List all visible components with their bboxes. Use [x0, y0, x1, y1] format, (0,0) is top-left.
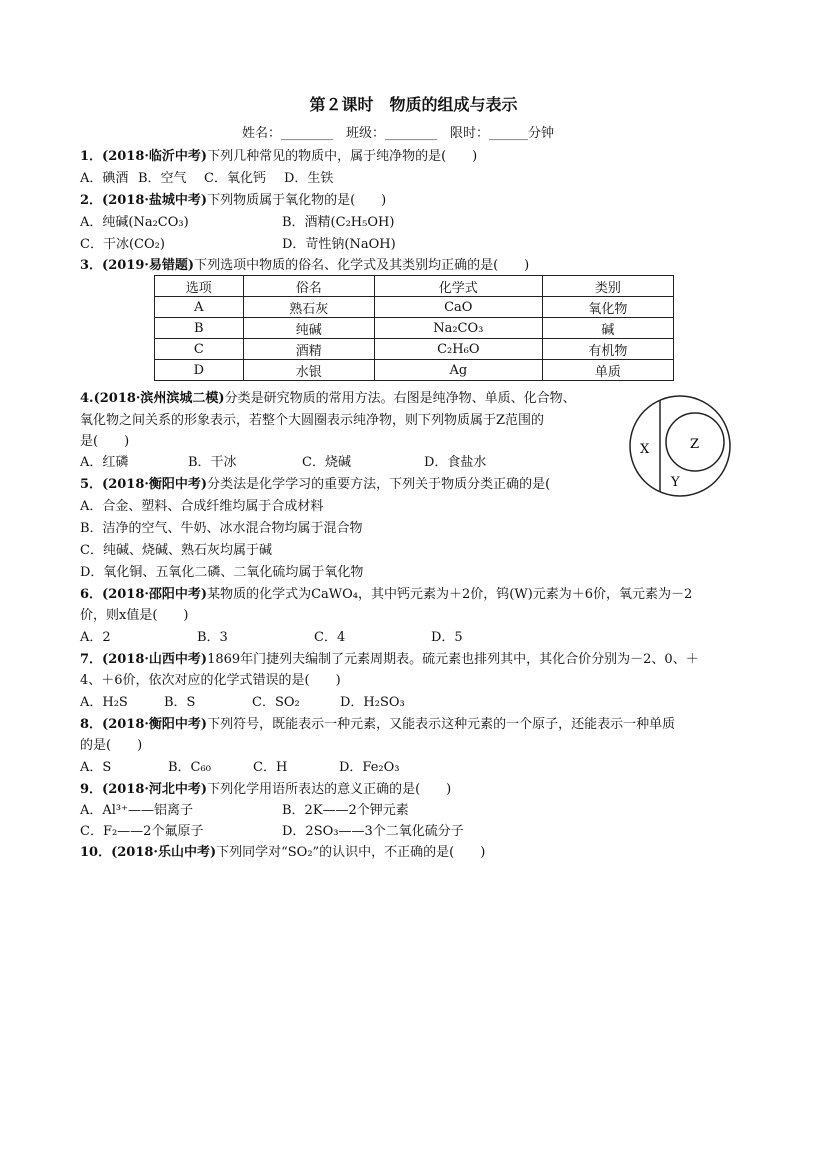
student-info: 姓名：________ 班级：________ 限时：______分钟 — [242, 126, 555, 141]
question-5 — [80, 477, 550, 493]
question-2 — [80, 193, 386, 209]
question-source: (2018·衡阳中考) — [102, 477, 208, 492]
question-9-options-ab — [80, 803, 409, 819]
option-d: D．H₂SO₃ — [340, 695, 405, 710]
option-d: D．2SO₃——3个二氧化硫分子 — [282, 824, 464, 839]
question-8-line-2: 的是( ) — [80, 738, 143, 753]
question-number: 3． — [80, 258, 103, 273]
table-cell: CaO — [374, 297, 542, 318]
table-cell: 熟石灰 — [243, 297, 374, 318]
option-b: B．空气 — [138, 171, 187, 186]
question-6-options — [80, 630, 463, 646]
option-b: B．洁净的空气、牛奶、冰水混合物均属于混合物 — [80, 521, 363, 536]
question-number: 6． — [80, 587, 103, 602]
table-row — [155, 360, 674, 381]
question-8-options — [80, 760, 400, 776]
option-d: D．5 — [431, 630, 463, 645]
option-b: B．酒精(C₂H₅OH) — [282, 215, 395, 230]
question-stem: 下列几种常见的物质中，属于纯净物的是( ) — [207, 149, 478, 164]
table-cell: 碱 — [542, 318, 673, 339]
table-header: 类别 — [542, 276, 673, 297]
question-source: (2018·河北中考) — [102, 782, 208, 797]
table-cell: C₂H₆O — [374, 339, 542, 360]
option-d: D．苛性钠(NaOH) — [282, 237, 396, 252]
question-source: (2019·易错题) — [102, 258, 195, 273]
option-b: B．2K——2个钾元素 — [282, 803, 409, 818]
question-source: (2018·滨州滨城二模) — [93, 391, 225, 406]
question-source: (2018·盐城中考) — [102, 193, 208, 208]
option-b: B．S — [164, 695, 196, 710]
option-c: C．H — [253, 760, 288, 775]
option-a: A．红磷 — [80, 455, 129, 470]
question-4 — [80, 391, 576, 407]
question-source: (2018·乐山中考) — [111, 845, 217, 860]
option-d: D．氧化铜、五氧化二磷、二氧化硫均属于氧化物 — [80, 565, 364, 580]
table-cell: 氧化物 — [542, 297, 673, 318]
table-header: 俗名 — [243, 276, 374, 297]
question-6-line-2: 价，则x值是( ) — [80, 608, 189, 623]
table-cell: A — [155, 297, 244, 318]
table-cell: 水银 — [243, 360, 374, 381]
table-cell: C — [155, 339, 244, 360]
question-3 — [80, 258, 529, 274]
question-number: 8． — [80, 717, 103, 732]
option-d: D．生铁 — [284, 171, 334, 186]
question-stem: 某物质的化学式为CaWO₄，其中钙元素为＋2价，钨(W)元素为＋6价，氧元素为－2 — [207, 587, 693, 602]
label-x: X — [640, 442, 650, 457]
table-header: 选项 — [155, 276, 244, 297]
question-4-line-2: 氧化物之间关系的形象表示，若整个大圆圈表示纯净物，则下列物质属于Z范围的 — [80, 413, 545, 428]
table-cell: B — [155, 318, 244, 339]
question-number: 10． — [80, 845, 112, 860]
question-number: 4. — [80, 391, 94, 406]
question-stem: 分类是研究物质的常用方法。右图是纯净物、单质、化合物、 — [224, 391, 576, 406]
option-a: A．合金、塑料、合成纤维均属于合成材料 — [80, 499, 324, 514]
table-cell: 有机物 — [542, 339, 673, 360]
option-c: C．干冰(CO₂) — [80, 237, 165, 252]
option-c: C．烧碱 — [302, 455, 351, 470]
table-cell: D — [155, 360, 244, 381]
question-stem: 下列符号，既能表示一种元素，又能表示这种元素的一个原子，还能表示一种单质 — [207, 717, 676, 732]
question-7 — [80, 652, 699, 668]
question-number: 9． — [80, 782, 103, 797]
option-a: A．纯碱(Na₂CO₃) — [80, 215, 189, 230]
question-source: (2018·衡阳中考) — [102, 717, 208, 732]
question-number: 7． — [80, 652, 103, 667]
question-1 — [80, 149, 477, 165]
option-c: C．SO₂ — [252, 695, 300, 710]
question-number: 1． — [80, 149, 103, 164]
option-c: C．4 — [314, 630, 346, 645]
question-number: 5． — [80, 477, 103, 492]
question-8 — [80, 717, 675, 733]
question-stem: 1869年门捷列夫编制了元素周期表。硫元素也排列其中，其化合价分别为－2、0、＋ — [207, 652, 699, 667]
question-1-options — [80, 171, 333, 187]
table-row — [155, 297, 674, 318]
table-cell: 酒精 — [243, 339, 374, 360]
question-9-options-cd — [80, 824, 464, 840]
question-7-line-2: 4、＋6价，依次对应的化学式错误的是( ) — [80, 673, 341, 688]
option-a: A．S — [80, 760, 112, 775]
question-source: (2018·邵阳中考) — [102, 587, 208, 602]
question-stem: 下列化学用语所表达的意义正确的是( ) — [207, 782, 452, 797]
table-cell: Ag — [374, 360, 542, 381]
label-y: Y — [671, 475, 680, 490]
label-z: Z — [690, 437, 700, 452]
page-title: 第２课时 物质的组成与表示 — [309, 95, 518, 114]
question-10 — [80, 845, 485, 861]
option-b: B．干冰 — [188, 455, 237, 470]
table-cell: 纯碱 — [243, 318, 374, 339]
question-2-options-cd — [80, 237, 396, 253]
question-stem: 下列物质属于氧化物的是( ) — [207, 193, 387, 208]
question-stem: 下列同学对“SO₂”的认识中，不正确的是( ) — [216, 845, 486, 860]
option-b: B．C₆₀ — [168, 760, 211, 775]
answer-table — [154, 275, 674, 381]
classification-diagram — [626, 394, 734, 498]
question-9 — [80, 782, 451, 798]
question-stem: 下列选项中物质的俗名、化学式及其类别均正确的是( ) — [194, 258, 530, 273]
option-d: D．Fe₂O₃ — [339, 760, 400, 775]
question-6 — [80, 587, 692, 603]
question-4-options — [80, 455, 486, 471]
option-a: A．碘酒 — [80, 171, 129, 186]
option-b: B．3 — [197, 630, 228, 645]
question-7-options — [80, 695, 405, 711]
table-cell: 单质 — [542, 360, 673, 381]
question-4-line-3: 是( ) — [80, 434, 130, 449]
option-a: A．H₂S — [80, 695, 128, 710]
option-a: A．Al³⁺——铝离子 — [80, 803, 194, 818]
question-2-options-ab — [80, 215, 394, 231]
option-c: C．纯碱、烧碱、熟石灰均属于碱 — [80, 543, 272, 558]
table-row — [155, 318, 674, 339]
option-d: D．食盐水 — [424, 455, 487, 470]
option-c: C．氧化钙 — [204, 171, 266, 186]
table-header: 化学式 — [374, 276, 542, 297]
question-source: (2018·山西中考) — [102, 652, 208, 667]
question-source: (2018·临沂中考) — [102, 149, 208, 164]
option-c: C．F₂——2个氟原子 — [80, 824, 204, 839]
question-stem: 分类法是化学学习的重要方法，下列关于物质分类正确的是( — [207, 477, 551, 492]
table-header-row — [155, 276, 674, 297]
table-row — [155, 339, 674, 360]
table-cell: Na₂CO₃ — [374, 318, 542, 339]
question-number: 2． — [80, 193, 103, 208]
option-a: A．2 — [80, 630, 111, 645]
